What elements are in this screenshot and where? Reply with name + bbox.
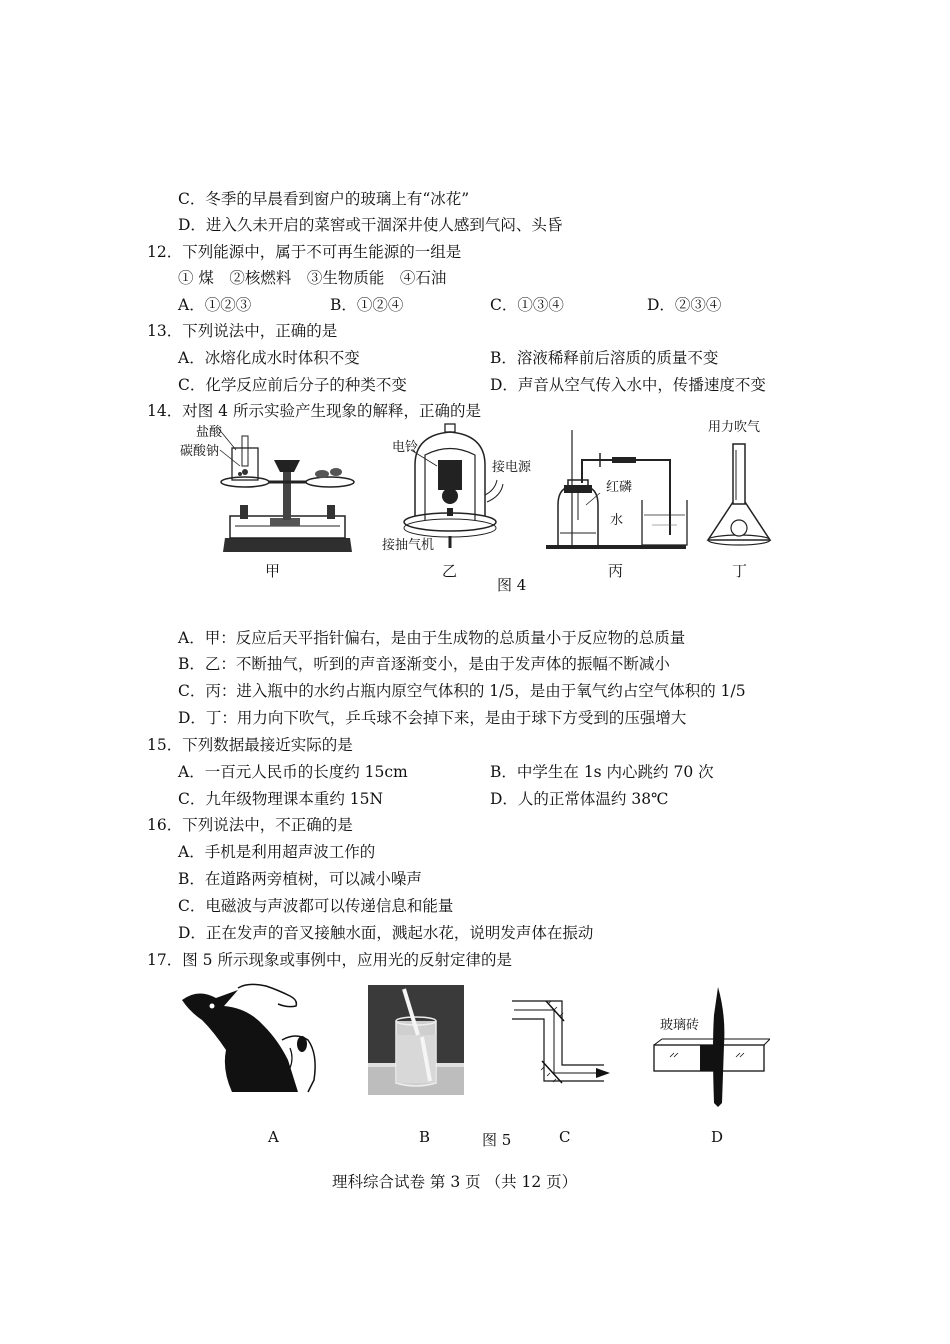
label-blow-hard: 用力吹气 — [708, 420, 761, 435]
figure-4-jia-balance — [170, 420, 370, 560]
caption-jia: 甲 — [265, 562, 281, 580]
figure-5-c-periscope — [506, 995, 618, 1095]
q15-option-c: C．九年级物理课本重约 15N — [178, 790, 384, 808]
q13-option-d: D．声音从空气传入水中，传播速度不变 — [490, 376, 766, 394]
figure-4-ding-funnel — [700, 440, 780, 550]
q17-stem: 17．图 5 所示现象或事例中，应用光的反射定律的是 — [147, 951, 512, 969]
label-hydrochloric-acid: 盐酸 — [196, 425, 223, 440]
caption-a: A — [268, 1128, 279, 1146]
figure-5-a-hand-shadow — [178, 980, 323, 1095]
caption-d: D — [711, 1128, 724, 1146]
q14-option-d: D．丁：用力向下吹气，乒乓球不会掉下来，是由于球下方受到的压强增大 — [178, 709, 687, 727]
label-red-phosphorus: 红磷 — [606, 480, 633, 495]
label-glass-brick: 玻璃砖 — [660, 1018, 700, 1033]
label-connect-power: 接电源 — [492, 460, 532, 475]
q12-option-d: D．②③④ — [647, 296, 722, 314]
q11-option-c: C．冬季的早晨看到窗户的玻璃上有“冰花” — [178, 190, 470, 208]
q15-option-b: B．中学生在 1s 内心跳约 70 次 — [490, 763, 714, 781]
q12-items: ① 煤 ②核燃料 ③生物质能 ④石油 — [178, 269, 447, 287]
caption-c: C — [559, 1128, 571, 1146]
q13-stem: 13．下列说法中，正确的是 — [147, 322, 338, 340]
q16-option-d: D．正在发声的音叉接触水面，溅起水花，说明发声体在振动 — [178, 924, 594, 942]
q16-option-b: B．在道路两旁植树，可以减小噪声 — [178, 870, 422, 888]
figure-5-b-pencil-in-glass — [368, 985, 464, 1095]
figure-4-title: 图 4 — [497, 576, 527, 594]
caption-bing: 丙 — [608, 562, 624, 580]
q14-option-c: C．丙：进入瓶中的水约占瓶内原空气体积的 1/5，是由于氧气约占空气体积的 1/5 — [178, 682, 746, 700]
q11-option-d: D．进入久未开启的菜窖或干涸深井使人感到气闷、头昏 — [178, 216, 563, 234]
q13-option-c: C．化学反应前后分子的种类不变 — [178, 376, 407, 394]
q15-option-d: D．人的正常体温约 38℃ — [490, 790, 669, 808]
q16-option-c: C．电磁波与声波都可以传递信息和能量 — [178, 897, 454, 915]
label-connect-pump: 接抽气机 — [382, 538, 435, 553]
q12-option-a: A．①②③ — [178, 296, 252, 314]
q14-option-b: B．乙：不断抽气，听到的声音逐渐变小，是由于发声体的振幅不断减小 — [178, 655, 670, 673]
q16-stem: 16．下列说法中，不正确的是 — [147, 816, 353, 834]
q14-option-a: A．甲：反应后天平指针偏右，是由于生成物的总质量小于反应物的总质量 — [178, 629, 686, 647]
label-water: 水 — [610, 513, 624, 528]
label-electric-bell: 电铃 — [392, 440, 419, 455]
q12-option-b: B．①②④ — [330, 296, 404, 314]
figure-5-d-glass-brick — [640, 985, 770, 1110]
q13-option-b: B．溶液稀释前后溶质的质量不变 — [490, 349, 719, 367]
figure-5-title: 图 5 — [482, 1131, 512, 1149]
q13-option-a: A．冰熔化成水时体积不变 — [178, 349, 360, 367]
q16-option-a: A．手机是利用超声波工作的 — [178, 843, 376, 861]
q12-option-c: C．①③④ — [490, 296, 564, 314]
q12-stem: 12．下列能源中，属于不可再生能源的一组是 — [147, 243, 462, 261]
q15-stem: 15．下列数据最接近实际的是 — [147, 736, 353, 754]
caption-ding: 丁 — [732, 562, 748, 580]
caption-b: B — [419, 1128, 431, 1146]
q15-option-a: A．一百元人民币的长度约 15cm — [178, 763, 408, 781]
label-sodium-carbonate: 碳酸钠 — [180, 444, 220, 459]
caption-yi: 乙 — [442, 562, 458, 580]
q14-stem: 14．对图 4 所示实验产生现象的解释，正确的是 — [147, 402, 481, 420]
page-footer: 理科综合试卷 第 3 页 （共 12 页） — [332, 1173, 578, 1191]
